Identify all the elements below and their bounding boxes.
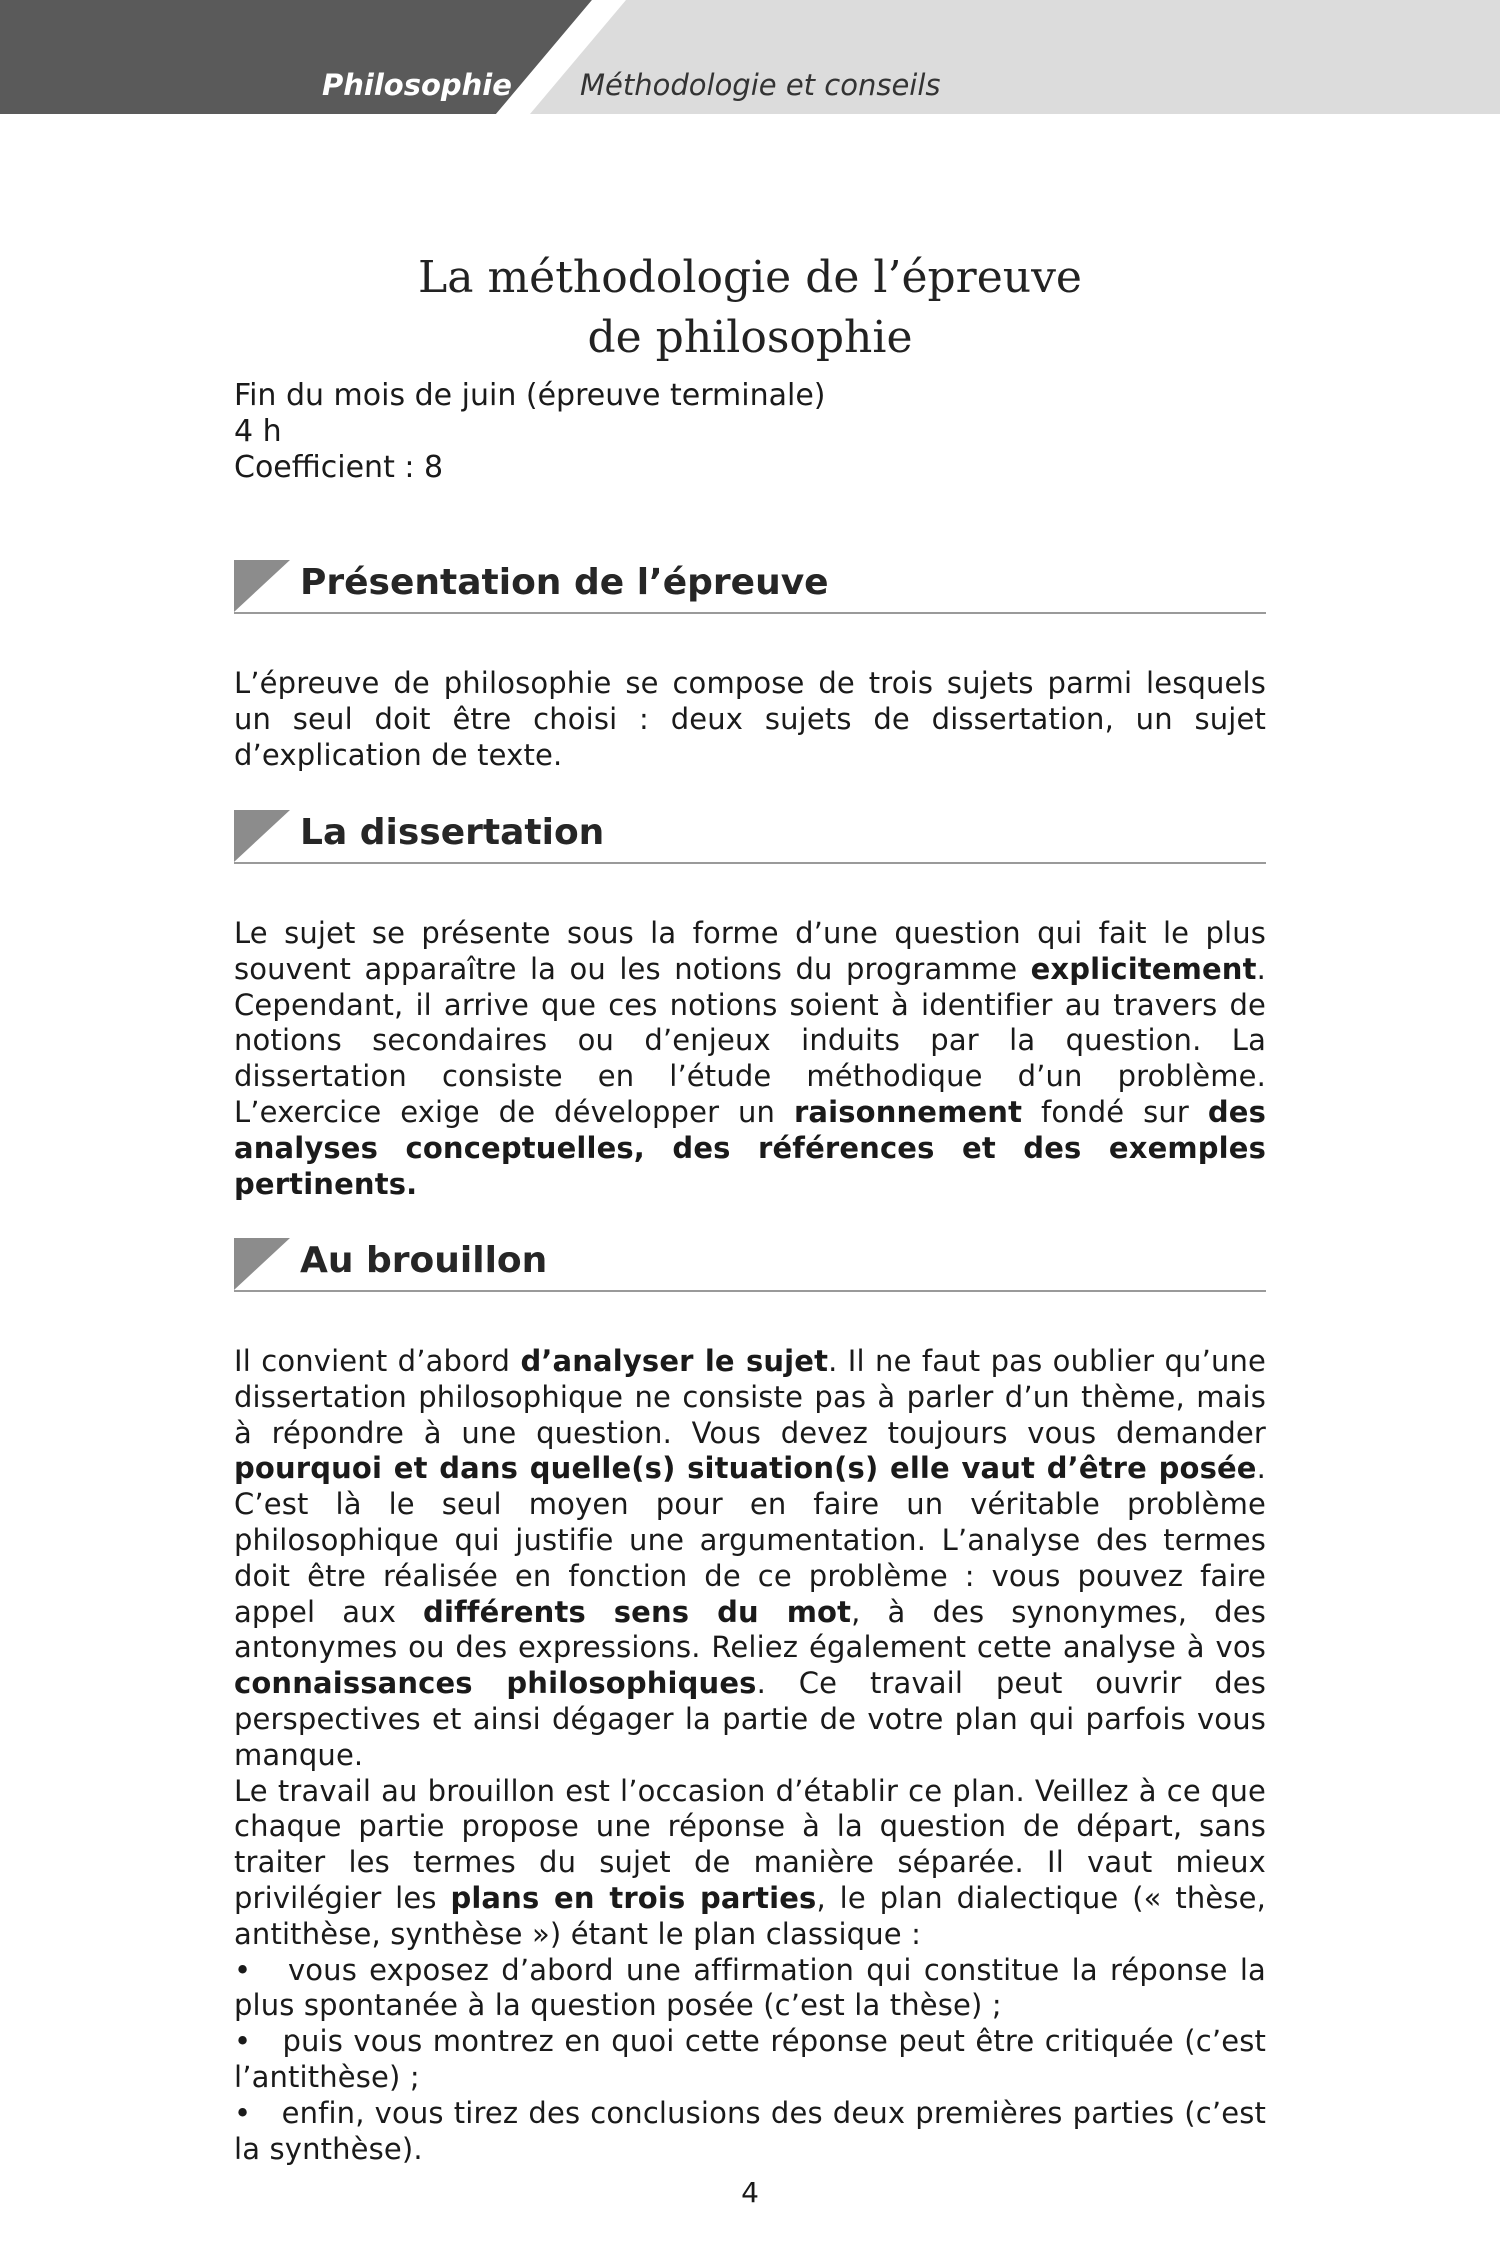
text-run: . C’est là le seul moyen pour en faire un véritable problème philosophique qui justifie une argumentation. L’analyse des termes doit être réalisée en fonction de ce problème : vous pouvez faire appel aux [234, 1451, 1266, 1629]
page-title-line1: La méthodologie de l’épreuve [418, 252, 1082, 303]
bullet-symbol: • [234, 2024, 252, 2059]
bold-run: pourquoi et dans quelle(s) situation(s) elle vaut d’être posée [234, 1451, 1257, 1486]
section-triangle-icon [234, 810, 290, 862]
section-title: La dissertation [300, 812, 605, 853]
bullet-item [234, 2096, 1266, 2166]
exam-meta [234, 378, 825, 486]
section-heading-dissertation [234, 810, 1266, 864]
text-run: Le sujet se présente sous la forme d’une question qui fait le plus souvent apparaître la ou les notions du programme [234, 916, 1266, 986]
text-run: . Ce travail peut ouvrir des perspectives et ainsi dégager la partie de votre plan qui parfois vous manque. [234, 1666, 1266, 1772]
section-triangle-icon [234, 560, 290, 612]
bullet-symbol: • [234, 2095, 252, 2130]
page-title-line2: de philosophie [587, 312, 913, 363]
bold-run: plans en trois parties [450, 1880, 817, 1915]
page-title [0, 248, 1500, 368]
bold-run: différents sens du mot [423, 1594, 852, 1629]
section-heading-brouillon [234, 1238, 1266, 1292]
section-title: Présentation de l’épreuve [300, 562, 829, 603]
bullet-item [234, 1953, 1266, 2023]
section-heading-presentation [234, 560, 1266, 614]
bullet-text: enfin, vous tirez des conclusions des deux premières parties (c’est la synthèse). [234, 2095, 1267, 2166]
exam-date: Fin du mois de juin (épreuve terminale) [234, 378, 826, 413]
text-run: . Il ne faut pas oublier qu’une dissertation philosophique ne consiste pas à parler d’un thème, mais à répondre à une question. Vous devez toujours vous demander [234, 1344, 1266, 1450]
text-run: . Cependant, il arrive que ces notions soient à identifier au travers de notions secondaires ou d’enjeux induits par la question. La dissertation consiste en l’étude méthodique d’un problème. L’exercice exige de développer un [234, 951, 1266, 1129]
header-subject: Philosophie [322, 68, 512, 102]
dissertation-paragraph [234, 916, 1266, 1202]
text-run: Le travail au brouillon est l’occasion d’établir ce plan. Veillez à ce que chaque partie propose une réponse à la question de départ, sans traiter les termes du sujet de manière séparée. Il vaut mieux privilégier les [234, 1773, 1266, 1915]
presentation-paragraph: L’épreuve de philosophie se compose de trois sujets parmi lesquels un seul doit être choisi : deux sujets de dissertation, un sujet d’explication de texte. [234, 666, 1266, 772]
text-run: fondé sur [1022, 1094, 1208, 1129]
bold-run: explicitement [1030, 951, 1257, 986]
brouillon-paragraph [234, 1344, 1266, 2167]
bold-run: des analyses conceptuelles, des références et des exemples pertinents. [234, 1094, 1266, 1201]
bold-run: d’analyser le sujet [520, 1344, 829, 1378]
bold-run: connaissances philosophiques [234, 1666, 757, 1701]
exam-coefficient: Coefficient : 8 [234, 450, 444, 485]
bullet-item [234, 2024, 1266, 2094]
text-run: , le plan dialectique (« thèse, antithèse, synthèse ») étant le plan classique : [234, 1880, 1266, 1951]
text-run: Il convient d’abord [234, 1344, 521, 1378]
text-run: , à des synonymes, des antonymes ou des expressions. Reliez également cette analyse à vos [234, 1594, 1266, 1665]
bullet-text: puis vous montrez en quoi cette réponse peut être critiquée (c’est l’antithèse) ; [234, 2024, 1266, 2094]
header-section: Méthodologie et conseils [580, 68, 941, 102]
section-triangle-icon [234, 1238, 290, 1290]
exam-duration: 4 h [234, 414, 282, 449]
bold-run: raisonnement [793, 1094, 1023, 1129]
bullet-text: vous exposez d’abord une affirmation qui constitue la réponse la plus spontanée à la question posée (c’est la thèse) ; [234, 1952, 1266, 2023]
page-number: 4 [741, 2176, 759, 2209]
bullet-symbol: • [234, 1952, 252, 1987]
section-title: Au brouillon [300, 1240, 548, 1281]
